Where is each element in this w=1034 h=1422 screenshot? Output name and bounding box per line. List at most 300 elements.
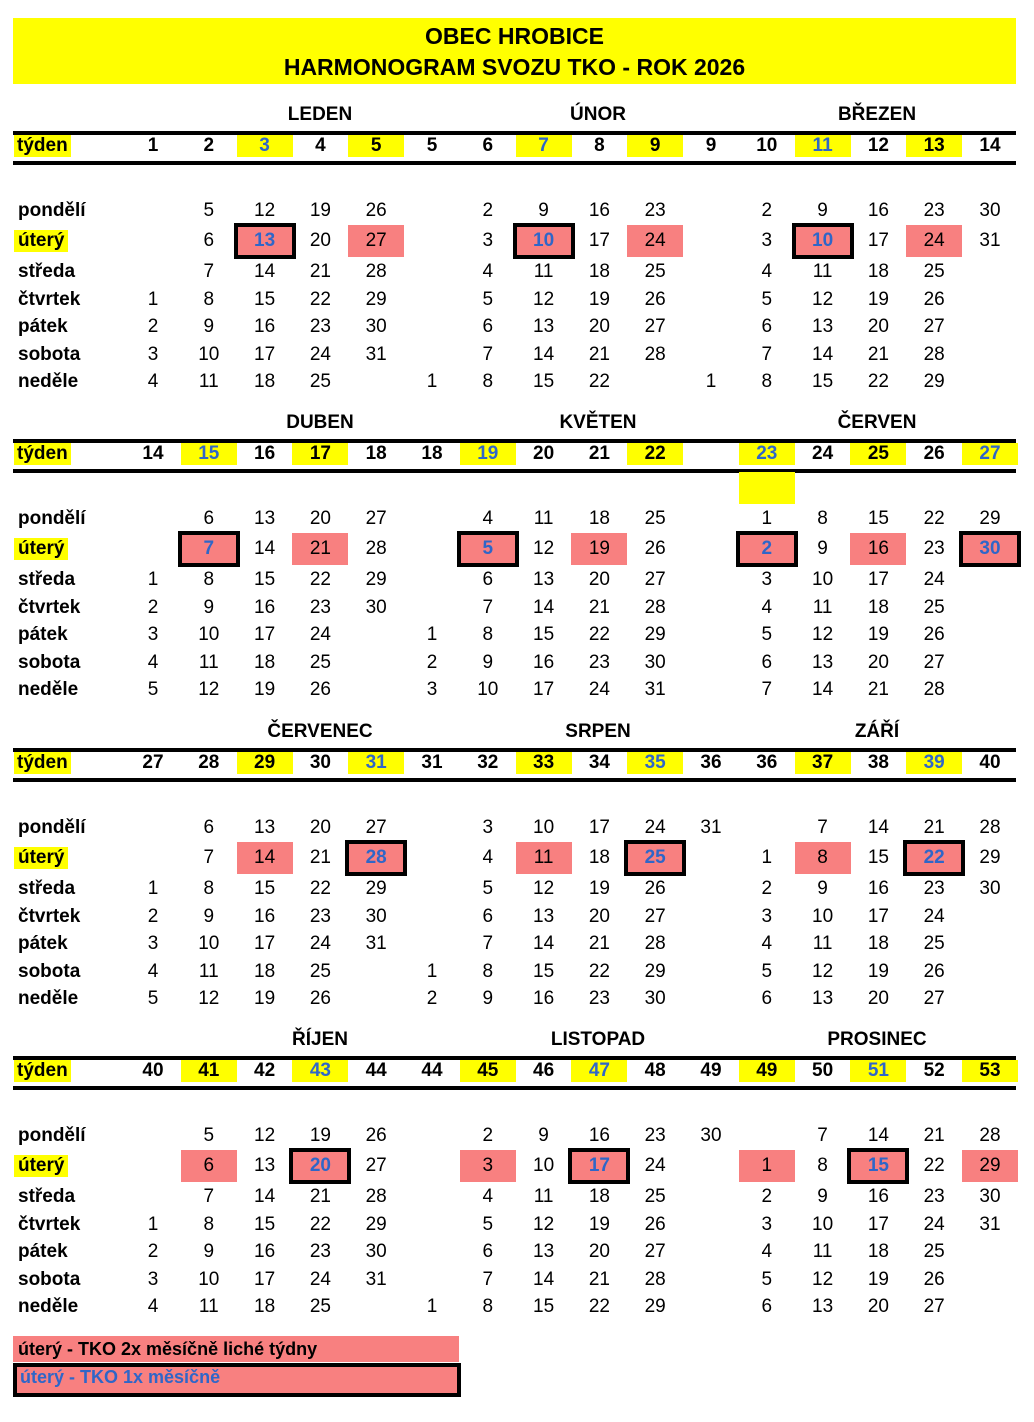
date-cell: 11 bbox=[812, 1241, 833, 1262]
date-cell: 15 bbox=[533, 961, 555, 982]
date-cell: 17 bbox=[254, 1269, 276, 1290]
date-cell: 7 bbox=[482, 597, 494, 618]
date-cell: 7 bbox=[482, 1269, 494, 1290]
tuesday-date: 24 bbox=[627, 225, 683, 257]
date-cell: 7 bbox=[761, 679, 773, 700]
date-cell: 17 bbox=[867, 906, 889, 927]
day-name: pátek bbox=[18, 933, 68, 954]
date-cell: 18 bbox=[867, 261, 889, 282]
date-cell: 2 bbox=[482, 1125, 494, 1146]
date-cell: 15 bbox=[254, 569, 276, 590]
date-cell: 1 bbox=[426, 961, 438, 982]
day-name: středa bbox=[18, 261, 76, 282]
date-cell: 11 bbox=[198, 652, 219, 673]
date-cell: 19 bbox=[588, 878, 610, 899]
date-cell: 5 bbox=[482, 878, 494, 899]
date-cell: 14 bbox=[254, 1186, 276, 1207]
tuesday-date: 27 bbox=[365, 1155, 387, 1176]
date-cell: 16 bbox=[867, 200, 889, 221]
date-cell: 20 bbox=[867, 988, 889, 1009]
tuesday-date: 22 bbox=[903, 840, 965, 876]
date-cell: 27 bbox=[923, 316, 945, 337]
day-name: pondělí bbox=[18, 1125, 86, 1146]
date-cell: 23 bbox=[644, 200, 666, 221]
week-number: 32 bbox=[477, 752, 499, 773]
date-cell: 26 bbox=[923, 961, 945, 982]
date-cell: 22 bbox=[309, 569, 331, 590]
date-cell: 25 bbox=[644, 261, 666, 282]
date-cell: 26 bbox=[923, 1269, 945, 1290]
date-cell: 12 bbox=[254, 200, 276, 221]
date-cell: 17 bbox=[254, 624, 276, 645]
date-cell: 29 bbox=[365, 1214, 387, 1235]
date-cell: 13 bbox=[533, 1241, 555, 1262]
date-cell: 8 bbox=[482, 624, 494, 645]
month-title: PROSINEC bbox=[827, 1029, 927, 1050]
week-number: 6 bbox=[482, 135, 494, 156]
tuesday-date: 28 bbox=[345, 840, 407, 876]
date-cell: 19 bbox=[588, 1214, 610, 1235]
date-cell: 28 bbox=[365, 1186, 387, 1207]
month-title: LISTOPAD bbox=[550, 1029, 646, 1050]
date-cell: 29 bbox=[644, 624, 666, 645]
date-cell: 6 bbox=[482, 569, 494, 590]
week-number: 40 bbox=[142, 1060, 164, 1081]
date-cell: 9 bbox=[538, 200, 549, 221]
date-cell: 12 bbox=[198, 679, 220, 700]
date-cell: 24 bbox=[588, 679, 610, 700]
date-cell: 9 bbox=[482, 652, 494, 673]
tuesday-date: 14 bbox=[237, 842, 293, 874]
date-cell: 14 bbox=[812, 679, 834, 700]
week-number: 23 bbox=[739, 443, 795, 465]
date-cell: 29 bbox=[365, 569, 387, 590]
week-number: 39 bbox=[906, 752, 962, 774]
date-cell: 14 bbox=[533, 597, 555, 618]
tuesday-date: 10 bbox=[792, 223, 854, 259]
week-number: 38 bbox=[867, 752, 889, 773]
week-number: 47 bbox=[571, 1060, 627, 1082]
date-cell: 3 bbox=[761, 1214, 773, 1235]
date-cell: 10 bbox=[198, 1269, 220, 1290]
date-cell: 19 bbox=[867, 961, 889, 982]
date-cell: 30 bbox=[644, 988, 666, 1009]
date-cell: 15 bbox=[533, 624, 555, 645]
day-name: úterý bbox=[14, 1155, 68, 1177]
date-cell: 8 bbox=[761, 371, 773, 392]
date-cell: 12 bbox=[812, 1269, 834, 1290]
date-cell: 14 bbox=[254, 261, 276, 282]
date-cell: 28 bbox=[365, 261, 387, 282]
date-cell: 24 bbox=[309, 344, 331, 365]
date-cell: 1 bbox=[705, 371, 717, 392]
date-cell: 9 bbox=[203, 906, 215, 927]
day-name: čtvrtek bbox=[18, 1214, 81, 1235]
day-name: středa bbox=[18, 569, 76, 590]
day-name: neděle bbox=[18, 679, 79, 700]
date-cell: 6 bbox=[203, 508, 215, 529]
date-cell: 24 bbox=[309, 624, 331, 645]
week-number: 48 bbox=[644, 1060, 666, 1081]
date-cell: 11 bbox=[533, 508, 554, 529]
tuesday-date: 15 bbox=[867, 847, 889, 868]
day-name: středa bbox=[18, 878, 76, 899]
date-cell: 17 bbox=[254, 933, 276, 954]
tuesday-date: 14 bbox=[254, 538, 276, 559]
date-cell: 25 bbox=[644, 508, 666, 529]
date-cell: 13 bbox=[812, 988, 834, 1009]
date-cell: 15 bbox=[867, 508, 889, 529]
date-cell: 28 bbox=[923, 679, 945, 700]
date-cell: 25 bbox=[309, 371, 331, 392]
date-cell: 25 bbox=[923, 261, 945, 282]
week-label: týden bbox=[14, 135, 71, 157]
tuesday-date: 17 bbox=[588, 230, 610, 251]
date-cell: 25 bbox=[644, 1186, 666, 1207]
tuesday-date: 31 bbox=[979, 230, 1001, 251]
date-cell: 18 bbox=[588, 261, 610, 282]
date-cell: 10 bbox=[477, 679, 499, 700]
date-cell: 2 bbox=[761, 878, 773, 899]
week-label: týden bbox=[14, 1060, 71, 1082]
tuesday-date: 22 bbox=[923, 1155, 945, 1176]
date-cell: 23 bbox=[309, 906, 331, 927]
date-cell: 4 bbox=[482, 261, 494, 282]
date-cell: 15 bbox=[533, 1296, 555, 1317]
date-cell: 8 bbox=[817, 508, 828, 529]
date-cell: 26 bbox=[644, 878, 666, 899]
date-cell: 3 bbox=[147, 933, 159, 954]
week-number: 2 bbox=[203, 135, 215, 156]
date-cell: 16 bbox=[254, 906, 276, 927]
date-cell: 4 bbox=[147, 961, 159, 982]
date-cell: 22 bbox=[923, 508, 945, 529]
week-number: 27 bbox=[962, 443, 1018, 465]
date-cell: 13 bbox=[812, 652, 834, 673]
day-name: pondělí bbox=[18, 817, 86, 838]
date-cell: 30 bbox=[979, 200, 1001, 221]
tuesday-date: 21 bbox=[309, 847, 331, 868]
day-name: středa bbox=[18, 1186, 76, 1207]
date-cell: 29 bbox=[365, 289, 387, 310]
week-number: 17 bbox=[292, 443, 348, 465]
date-cell: 26 bbox=[365, 200, 387, 221]
week-number: 30 bbox=[309, 752, 331, 773]
date-cell: 20 bbox=[309, 817, 331, 838]
date-cell: 5 bbox=[147, 988, 159, 1009]
date-cell: 14 bbox=[533, 933, 555, 954]
date-cell: 5 bbox=[761, 1269, 773, 1290]
date-cell: 20 bbox=[588, 569, 610, 590]
week-number: 4 bbox=[315, 135, 326, 156]
date-cell: 19 bbox=[309, 200, 331, 221]
tuesday-date: 12 bbox=[533, 538, 555, 559]
week-number: 19 bbox=[460, 443, 516, 465]
date-cell: 25 bbox=[923, 933, 945, 954]
date-cell: 7 bbox=[761, 344, 773, 365]
date-cell: 2 bbox=[426, 988, 438, 1009]
tuesday-date: 25 bbox=[624, 840, 686, 876]
date-cell: 11 bbox=[198, 371, 219, 392]
week-number: 11 bbox=[795, 135, 851, 157]
date-cell: 12 bbox=[254, 1125, 276, 1146]
week-number: 28 bbox=[198, 752, 220, 773]
date-cell: 15 bbox=[533, 371, 555, 392]
date-cell: 17 bbox=[588, 817, 610, 838]
week-number: 40 bbox=[979, 752, 1001, 773]
date-cell: 22 bbox=[309, 289, 331, 310]
week-number: 21 bbox=[588, 443, 610, 464]
date-cell: 26 bbox=[309, 988, 331, 1009]
date-cell: 5 bbox=[482, 289, 494, 310]
week-number: 25 bbox=[850, 443, 906, 465]
date-cell: 19 bbox=[254, 988, 276, 1009]
date-cell: 5 bbox=[203, 1125, 215, 1146]
tuesday-date: 29 bbox=[962, 1150, 1018, 1182]
week-number: 29 bbox=[237, 752, 293, 774]
divider bbox=[13, 1086, 1016, 1090]
week-number: 9 bbox=[705, 135, 717, 156]
tuesday-date: 16 bbox=[850, 533, 906, 565]
week-number: 10 bbox=[756, 135, 778, 156]
date-cell: 26 bbox=[923, 289, 945, 310]
date-cell: 14 bbox=[533, 1269, 555, 1290]
month-title: LEDEN bbox=[287, 104, 353, 125]
date-cell: 31 bbox=[365, 1269, 387, 1290]
date-cell: 18 bbox=[867, 933, 889, 954]
date-cell: 28 bbox=[923, 344, 945, 365]
tuesday-date: 7 bbox=[203, 847, 215, 868]
date-cell: 17 bbox=[867, 1214, 889, 1235]
date-cell: 23 bbox=[588, 988, 610, 1009]
date-cell: 13 bbox=[533, 316, 555, 337]
day-name: sobota bbox=[18, 1269, 81, 1290]
date-cell: 14 bbox=[867, 1125, 889, 1146]
week-number: 45 bbox=[460, 1060, 516, 1082]
date-cell: 11 bbox=[198, 961, 219, 982]
week-number: 37 bbox=[795, 752, 851, 774]
date-cell: 10 bbox=[812, 569, 834, 590]
date-cell: 18 bbox=[588, 508, 610, 529]
date-cell: 5 bbox=[761, 289, 773, 310]
day-name: pátek bbox=[18, 316, 68, 337]
date-cell: 1 bbox=[147, 1214, 159, 1235]
date-cell: 9 bbox=[203, 1241, 215, 1262]
date-cell: 16 bbox=[533, 988, 555, 1009]
date-cell: 31 bbox=[365, 344, 387, 365]
date-cell: 12 bbox=[533, 878, 555, 899]
date-cell: 6 bbox=[761, 652, 773, 673]
month-title: ČERVEN bbox=[837, 412, 917, 433]
week-number: 49 bbox=[739, 1060, 795, 1082]
date-cell: 19 bbox=[867, 624, 889, 645]
tuesday-date: 20 bbox=[309, 230, 331, 251]
week-number: 14 bbox=[979, 135, 1001, 156]
date-cell: 22 bbox=[588, 961, 610, 982]
week-number: 9 bbox=[627, 135, 683, 157]
date-cell: 16 bbox=[588, 1125, 610, 1146]
date-cell: 8 bbox=[203, 1214, 215, 1235]
tuesday-date: 19 bbox=[571, 533, 627, 565]
week-number: 50 bbox=[812, 1060, 834, 1081]
date-cell: 28 bbox=[979, 817, 1001, 838]
date-cell: 18 bbox=[254, 1296, 276, 1317]
date-cell: 3 bbox=[482, 817, 494, 838]
week-number: 22 bbox=[627, 443, 683, 465]
date-cell: 4 bbox=[761, 933, 773, 954]
date-cell: 6 bbox=[482, 906, 494, 927]
date-cell: 12 bbox=[812, 624, 834, 645]
date-cell: 29 bbox=[979, 508, 1001, 529]
date-cell: 30 bbox=[365, 316, 387, 337]
date-cell: 4 bbox=[761, 597, 773, 618]
date-cell: 8 bbox=[203, 289, 215, 310]
date-cell: 5 bbox=[482, 1214, 494, 1235]
date-cell: 26 bbox=[309, 679, 331, 700]
tuesday-date: 9 bbox=[817, 538, 828, 559]
date-cell: 13 bbox=[533, 906, 555, 927]
date-cell: 10 bbox=[198, 344, 220, 365]
week-label: týden bbox=[14, 752, 71, 774]
date-cell: 16 bbox=[867, 1186, 889, 1207]
date-cell: 24 bbox=[644, 817, 666, 838]
week-number: 14 bbox=[142, 443, 164, 464]
date-cell: 21 bbox=[867, 344, 889, 365]
day-name: pondělí bbox=[18, 508, 86, 529]
tuesday-date: 3 bbox=[482, 230, 494, 251]
date-cell: 16 bbox=[254, 316, 276, 337]
page-title: OBEC HROBICE bbox=[425, 23, 604, 49]
date-cell: 11 bbox=[198, 1296, 219, 1317]
date-cell: 18 bbox=[867, 1241, 889, 1262]
date-cell: 5 bbox=[147, 679, 159, 700]
date-cell: 2 bbox=[426, 652, 438, 673]
day-name: neděle bbox=[18, 988, 79, 1009]
date-cell: 17 bbox=[867, 569, 889, 590]
date-cell: 4 bbox=[761, 1241, 773, 1262]
day-name: úterý bbox=[14, 230, 68, 252]
date-cell: 31 bbox=[979, 1214, 1001, 1235]
month-title: ZÁŘÍ bbox=[854, 721, 900, 742]
date-cell: 9 bbox=[203, 316, 215, 337]
tuesday-date: 1 bbox=[761, 847, 773, 868]
date-cell: 25 bbox=[309, 961, 331, 982]
date-cell: 30 bbox=[365, 1241, 387, 1262]
tuesday-date: 10 bbox=[513, 223, 575, 259]
date-cell: 1 bbox=[147, 289, 159, 310]
tuesday-date: 21 bbox=[292, 533, 348, 565]
date-cell: 4 bbox=[482, 1186, 494, 1207]
date-cell: 15 bbox=[254, 289, 276, 310]
date-cell: 27 bbox=[923, 1296, 945, 1317]
date-cell: 27 bbox=[644, 316, 666, 337]
date-cell: 5 bbox=[203, 200, 215, 221]
date-cell: 11 bbox=[533, 261, 554, 282]
tuesday-date: 6 bbox=[203, 230, 215, 251]
date-cell: 21 bbox=[309, 261, 331, 282]
date-cell: 25 bbox=[923, 1241, 945, 1262]
date-cell: 29 bbox=[923, 371, 945, 392]
date-cell: 30 bbox=[979, 878, 1001, 899]
week-number: 31 bbox=[421, 752, 443, 773]
tuesday-date: 24 bbox=[906, 225, 962, 257]
date-cell: 21 bbox=[867, 679, 889, 700]
month-title: ÚNOR bbox=[570, 104, 626, 125]
date-cell: 21 bbox=[588, 344, 610, 365]
date-cell: 5 bbox=[761, 961, 773, 982]
date-cell: 24 bbox=[923, 569, 945, 590]
date-cell: 20 bbox=[867, 652, 889, 673]
date-cell: 28 bbox=[644, 933, 666, 954]
date-cell: 22 bbox=[588, 1296, 610, 1317]
date-cell: 7 bbox=[817, 1125, 828, 1146]
date-cell: 19 bbox=[588, 289, 610, 310]
date-cell: 16 bbox=[254, 597, 276, 618]
week-number: 44 bbox=[421, 1060, 443, 1081]
tuesday-date: 17 bbox=[568, 1148, 630, 1184]
date-cell: 3 bbox=[147, 624, 159, 645]
date-cell: 6 bbox=[203, 817, 215, 838]
tuesday-date: 24 bbox=[644, 1155, 666, 1176]
date-cell: 10 bbox=[812, 1214, 834, 1235]
date-cell: 13 bbox=[812, 316, 834, 337]
date-cell: 6 bbox=[761, 1296, 773, 1317]
date-cell: 5 bbox=[761, 624, 773, 645]
tuesday-date: 2 bbox=[736, 531, 798, 567]
date-cell: 20 bbox=[588, 906, 610, 927]
date-cell: 9 bbox=[538, 1125, 549, 1146]
date-cell: 23 bbox=[309, 316, 331, 337]
date-cell: 9 bbox=[817, 1186, 828, 1207]
day-name: sobota bbox=[18, 344, 81, 365]
date-cell: 27 bbox=[923, 652, 945, 673]
date-cell: 24 bbox=[309, 933, 331, 954]
date-cell: 21 bbox=[588, 597, 610, 618]
tuesday-date: 6 bbox=[181, 1150, 237, 1182]
date-cell: 27 bbox=[644, 1241, 666, 1262]
week-number: 41 bbox=[181, 1060, 237, 1082]
week-number: 42 bbox=[254, 1060, 276, 1081]
week-number: 43 bbox=[292, 1060, 348, 1082]
date-cell: 31 bbox=[644, 679, 666, 700]
tuesday-date: 23 bbox=[923, 538, 945, 559]
legend-pink: úterý - TKO 2x měsíčně liché týdny bbox=[13, 1336, 459, 1362]
tuesday-date: 13 bbox=[234, 223, 296, 259]
day-name: pondělí bbox=[18, 200, 86, 221]
date-cell: 7 bbox=[482, 344, 494, 365]
date-cell: 23 bbox=[923, 200, 945, 221]
week-number: 49 bbox=[700, 1060, 722, 1081]
date-cell: 3 bbox=[761, 906, 773, 927]
date-cell: 16 bbox=[588, 200, 610, 221]
date-cell: 23 bbox=[309, 1241, 331, 1262]
day-name: čtvrtek bbox=[18, 906, 81, 927]
date-cell: 1 bbox=[426, 371, 438, 392]
divider bbox=[13, 469, 1016, 473]
tuesday-date: 7 bbox=[178, 531, 240, 567]
date-cell: 27 bbox=[923, 988, 945, 1009]
date-cell: 22 bbox=[309, 878, 331, 899]
month-title: DUBEN bbox=[286, 412, 354, 433]
divider bbox=[13, 161, 1016, 165]
week-number: 5 bbox=[426, 135, 438, 156]
tuesday-date: 17 bbox=[867, 230, 889, 251]
week-number: 52 bbox=[923, 1060, 945, 1081]
date-cell: 4 bbox=[761, 261, 773, 282]
date-cell: 16 bbox=[867, 878, 889, 899]
title-banner bbox=[13, 18, 1016, 84]
page-subtitle: HARMONOGRAM SVOZU TKO - ROK 2026 bbox=[283, 54, 746, 80]
